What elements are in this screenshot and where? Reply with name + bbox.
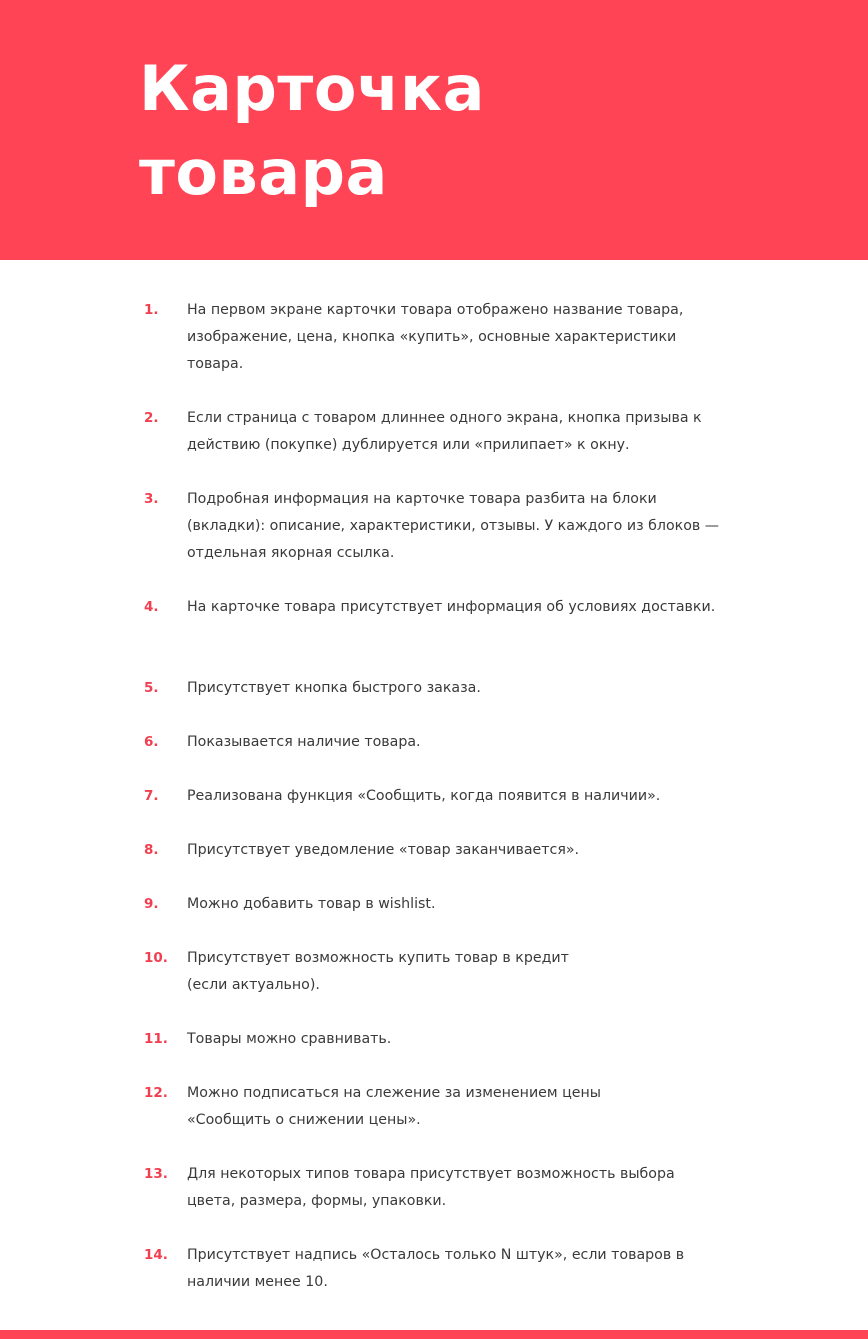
- list-item: [144, 1161, 724, 1215]
- item-text: Товары можно сравнивать.: [187, 1031, 392, 1047]
- item-number: 11.: [144, 1031, 168, 1047]
- list-item: [144, 1026, 724, 1053]
- item-number: 8.: [144, 842, 159, 858]
- item-text: Показывается наличие товара.: [187, 734, 421, 750]
- item-text: Можно подписаться на слежение за изменением цены «Сообщить о снижении цены».: [187, 1085, 601, 1128]
- item-number: 12.: [144, 1085, 168, 1101]
- item-text: Реализована функция «Сообщить, когда появится в наличии».: [187, 788, 661, 804]
- item-text: На карточке товара присутствует информация об условиях доставки.: [187, 599, 716, 615]
- item-text: Присутствует уведомление «товар заканчивается».: [187, 842, 580, 858]
- item-number: 2.: [144, 410, 159, 426]
- page-title: Карточка товара: [139, 52, 485, 209]
- item-number: 1.: [144, 302, 159, 318]
- list-item: [144, 594, 724, 621]
- item-number: 6.: [144, 734, 159, 750]
- item-text: Присутствует кнопка быстрого заказа.: [187, 680, 481, 696]
- item-number: 13.: [144, 1166, 168, 1182]
- list-item: [144, 729, 724, 756]
- item-text: Подробная информация на карточке товара разбита на блоки (вкладки): описание, характеристики, отзывы. У каждого из блоков — отдельная якорная ссылка.: [187, 491, 719, 561]
- list-item: [144, 486, 724, 567]
- item-text: Если страница с товаром длиннее одного экрана, кнопка призыва к действию (покупке) дублируется или «прилипает» к окну.: [187, 410, 702, 453]
- list-item: [144, 891, 724, 918]
- item-number: 7.: [144, 788, 159, 804]
- header-banner: [0, 0, 868, 260]
- item-text: Для некоторых типов товара присутствует возможность выбора цвета, размера, формы, упаковки.: [187, 1166, 675, 1209]
- list-item: [144, 675, 724, 702]
- item-text: Можно добавить товар в wishlist.: [187, 896, 436, 912]
- item-number: 9.: [144, 896, 159, 912]
- list-item: [144, 297, 724, 378]
- item-number: 5.: [144, 680, 159, 696]
- item-text: На первом экране карточки товара отображено название товара, изображение, цена, кнопка «купить», основные характеристики товара.: [187, 302, 684, 372]
- item-text: Присутствует надпись «Осталось только N штук», если товаров в наличии менее 10.: [187, 1247, 685, 1290]
- list-item: [144, 783, 724, 810]
- list-item: [144, 837, 724, 864]
- footer-accent-bar: [0, 1330, 868, 1339]
- item-number: 3.: [144, 491, 159, 507]
- list-item: [144, 405, 724, 459]
- list-item: [144, 945, 724, 999]
- item-number: 14.: [144, 1247, 168, 1263]
- list-item: [144, 1242, 724, 1296]
- item-text: Присутствует возможность купить товар в кредит (если актуально).: [187, 950, 569, 993]
- item-number: 10.: [144, 950, 168, 966]
- item-number: 4.: [144, 599, 159, 615]
- list-item: [144, 1080, 724, 1134]
